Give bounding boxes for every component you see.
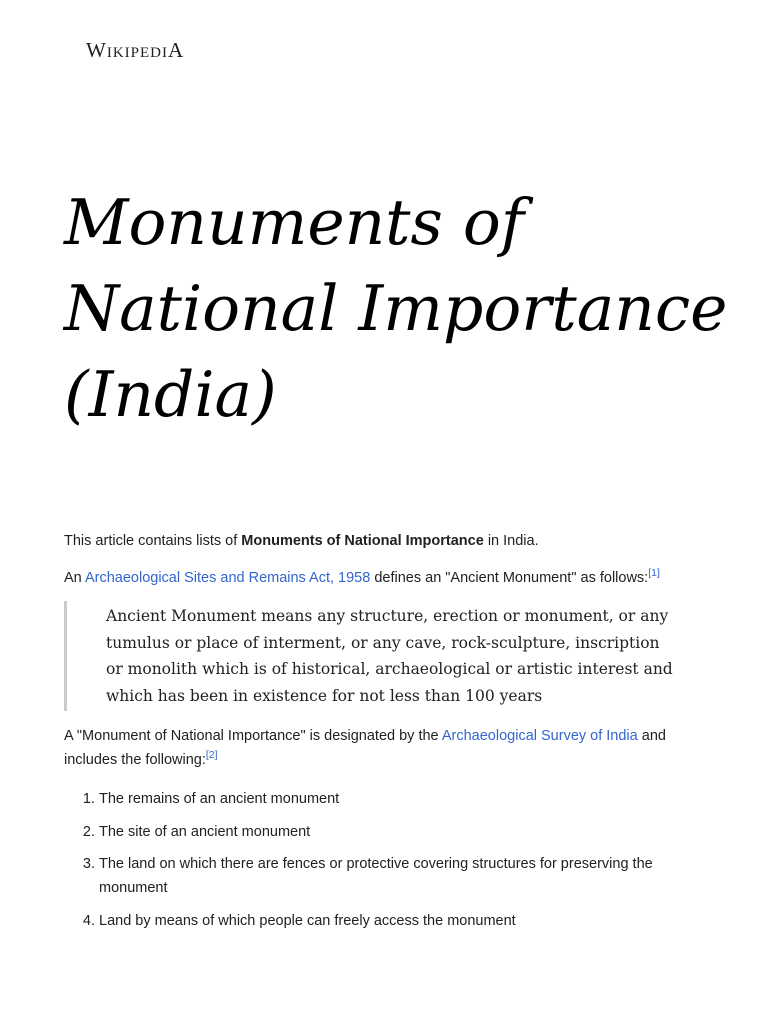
page-title: Monuments of National Importance (India) bbox=[64, 186, 728, 431]
asi-link[interactable]: Archaeological Survey of India bbox=[441, 728, 638, 744]
act-link[interactable]: Archaeological Sites and Remains Act, 1958 bbox=[84, 570, 371, 586]
intro-bold-term: Monuments of National Importance bbox=[241, 533, 484, 549]
asi-paragraph: A "Monument of National Importance" is designated by the Archaeological Survey of India and includes the following:[2] bbox=[64, 728, 666, 768]
act-paragraph: An Archaeological Sites and Remains Act, 1958 defines an "Ancient Monument" as follows:[1] bbox=[64, 567, 660, 586]
intro-paragraph: This article contains lists of Monuments of National Importance in India. bbox=[64, 533, 539, 549]
reference-2-link[interactable]: [2] bbox=[205, 749, 218, 762]
list-item: 2. The site of an ancient monument bbox=[99, 820, 714, 844]
list-item: 3. The land on which there are fences or protective covering structures for preserving the monument bbox=[99, 852, 714, 900]
article-body bbox=[64, 529, 714, 941]
list-item: 1. The remains of an ancient monument bbox=[99, 787, 714, 811]
list-item: 4. Land by means of which people can freely access the monument bbox=[99, 909, 714, 933]
blockquote: Ancient Monument means any structure, erection or monument, or any tumulus or place of interment, or any cave, rock-sculpture, inscription or monolith which is of historical, archaeological or artistic interest and which has been in existence for not less than 100 years bbox=[64, 601, 681, 711]
inclusion-list bbox=[64, 787, 714, 933]
reference-1-link[interactable]: [1] bbox=[648, 567, 660, 580]
wikipedia-logo[interactable]: WikipediA bbox=[86, 38, 185, 62]
